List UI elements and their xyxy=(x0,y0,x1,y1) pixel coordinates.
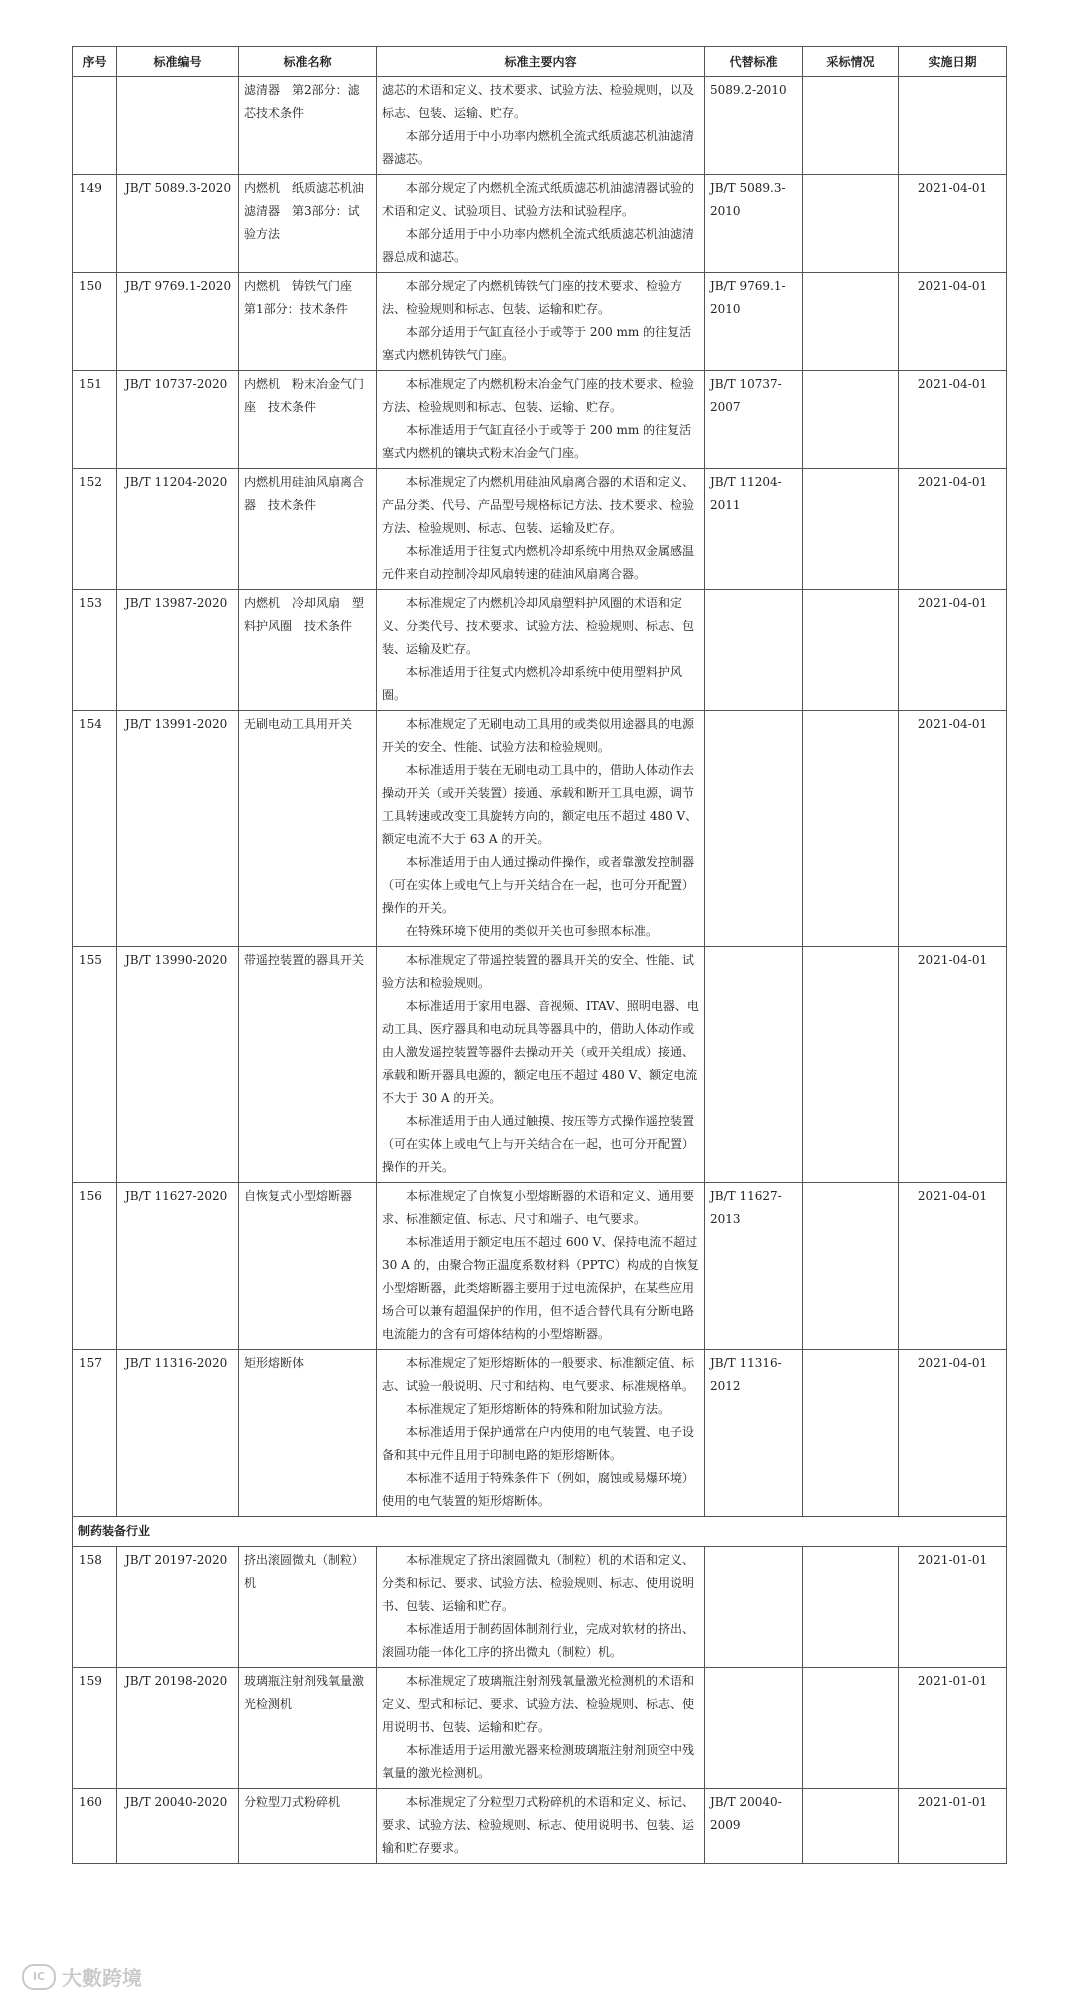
cell-no: 158 xyxy=(73,1547,117,1668)
cell-replaces xyxy=(705,590,803,711)
watermark-text: 大數跨境 xyxy=(62,1966,142,1990)
cell-content xyxy=(377,371,705,469)
header-date: 实施日期 xyxy=(899,47,1007,77)
section-row xyxy=(73,1517,1007,1547)
cell-content xyxy=(377,1183,705,1350)
cell-date: 2021-01-01 xyxy=(899,1547,1007,1668)
content-paragraph: 本标准适用于由人通过操动件操作，或者靠激发控制器（可在实体上或电气上与开关结合在一起，也可分开配置）操作的开关。 xyxy=(382,855,695,915)
content-paragraph: 本标准规定了自恢复小型熔断器的术语和定义、通用要求、标准额定值、标志、尺寸和端子、电气要求。 xyxy=(382,1189,695,1226)
cell-name: 内燃机用硅油风扇离合器 技术条件 xyxy=(239,469,377,590)
cell-name: 矩形熔断体 xyxy=(239,1350,377,1517)
cell-code: JB/T 11627-2020 xyxy=(117,1183,239,1350)
content-paragraph: 本标准规定了玻璃瓶注射剂残氧量激光检测机的术语和定义、型式和标记、要求、试验方法、检验规则、标志、使用说明书、包装、运输和贮存。 xyxy=(382,1674,695,1734)
cell-replaces: JB/T 10737-2007 xyxy=(705,371,803,469)
table-row xyxy=(73,1183,1007,1350)
table-row xyxy=(73,1350,1007,1517)
cell-adoption xyxy=(803,175,899,273)
cell-name: 分粒型刀式粉碎机 xyxy=(239,1789,377,1864)
cell-no: 149 xyxy=(73,175,117,273)
cell-no: 155 xyxy=(73,947,117,1183)
cell-date: 2021-04-01 xyxy=(899,371,1007,469)
table-row xyxy=(73,273,1007,371)
cell-replaces: JB/T 11316-2012 xyxy=(705,1350,803,1517)
content-paragraph: 本部分适用于中小功率内燃机全流式纸质滤芯机油滤清器总成和滤芯。 xyxy=(382,227,695,264)
cell-no: 156 xyxy=(73,1183,117,1350)
cell-name: 带遥控装置的器具开关 xyxy=(239,947,377,1183)
cell-content xyxy=(377,1668,705,1789)
cell-code: JB/T 10737-2020 xyxy=(117,371,239,469)
content-paragraph: 本标准规定了内燃机粉末冶金气门座的技术要求、检验方法、检验规则和标志、包装、运输、贮存。 xyxy=(382,377,695,414)
cell-code: JB/T 11204-2020 xyxy=(117,469,239,590)
cell-name: 滤清器 第2部分：滤芯技术条件 xyxy=(239,77,377,175)
cell-name: 无刷电动工具用开关 xyxy=(239,711,377,947)
section-title: 制药装备行业 xyxy=(73,1517,1007,1547)
cell-date: 2021-01-01 xyxy=(899,1668,1007,1789)
cell-date: 2021-04-01 xyxy=(899,1350,1007,1517)
header-no: 序号 xyxy=(73,47,117,77)
cell-adoption xyxy=(803,371,899,469)
cell-adoption xyxy=(803,77,899,175)
cell-code: JB/T 13991-2020 xyxy=(117,711,239,947)
header-name: 标准名称 xyxy=(239,47,377,77)
content-paragraph: 本标准规定了分粒型刀式粉碎机的术语和定义、标记、要求、试验方法、检验规则、标志、使用说明书、包装、运输和贮存要求。 xyxy=(382,1795,695,1855)
table-body xyxy=(73,77,1007,1864)
cell-no: 151 xyxy=(73,371,117,469)
content-paragraph: 本标准适用于往复式内燃机冷却系统中使用塑料护风圈。 xyxy=(382,665,683,702)
cell-name: 玻璃瓶注射剂残氧量激光检测机 xyxy=(239,1668,377,1789)
cell-content xyxy=(377,1350,705,1517)
cell-content xyxy=(377,469,705,590)
cell-adoption xyxy=(803,469,899,590)
standards-table-page xyxy=(72,46,1006,1864)
cell-code: JB/T 13987-2020 xyxy=(117,590,239,711)
table-row xyxy=(73,77,1007,175)
content-paragraph: 本部分规定了内燃机全流式纸质滤芯机油滤清器试验的术语和定义、试验项目、试验方法和试验程序。 xyxy=(382,181,695,218)
table-row xyxy=(73,1547,1007,1668)
cell-replaces: JB/T 11627-2013 xyxy=(705,1183,803,1350)
content-paragraph: 本标准适用于保护通常在户内使用的电气装置、电子设备和其中元件且用于印制电路的矩形熔断体。 xyxy=(382,1425,695,1462)
cell-no xyxy=(73,77,117,175)
cell-date: 2021-04-01 xyxy=(899,1183,1007,1350)
cell-date xyxy=(899,77,1007,175)
cell-replaces: JB/T 20040-2009 xyxy=(705,1789,803,1864)
table-row xyxy=(73,947,1007,1183)
table-header-row xyxy=(73,47,1007,77)
cell-code: JB/T 11316-2020 xyxy=(117,1350,239,1517)
cell-content xyxy=(377,77,705,175)
cell-code xyxy=(117,77,239,175)
cell-replaces: JB/T 9769.1-2010 xyxy=(705,273,803,371)
cell-replaces: JB/T 11204-2011 xyxy=(705,469,803,590)
cell-content xyxy=(377,711,705,947)
cell-adoption xyxy=(803,1183,899,1350)
cell-no: 150 xyxy=(73,273,117,371)
content-paragraph: 本标准适用于装在无刷电动工具中的，借助人体动作去操动开关（或开关装置）接通、承载和断开工具电源，调节工具转速或改变工具旋转方向的，额定电压不超过 480 V、额定电流不大于 63 A 的开关。 xyxy=(382,763,698,846)
content-paragraph: 本标准适用于气缸直径小于或等于 200 mm 的往复活塞式内燃机的镶块式粉末冶金气门座。 xyxy=(382,423,692,460)
content-paragraph: 本标准规定了内燃机冷却风扇塑料护风圈的术语和定义、分类代号、技术要求、试验方法、检验规则、标志、包装、运输及贮存。 xyxy=(382,596,695,656)
cell-replaces: JB/T 5089.3-2010 xyxy=(705,175,803,273)
cell-date: 2021-04-01 xyxy=(899,711,1007,947)
cell-content xyxy=(377,1789,705,1864)
content-paragraph: 本标准规定了带遥控装置的器具开关的安全、性能、试验方法和检验规则。 xyxy=(382,953,695,990)
cell-name: 挤出滚圆微丸（制粒）机 xyxy=(239,1547,377,1668)
cell-code: JB/T 13990-2020 xyxy=(117,947,239,1183)
cell-adoption xyxy=(803,590,899,711)
cell-code: JB/T 9769.1-2020 xyxy=(117,273,239,371)
content-paragraph: 本标准适用于额定电压不超过 600 V、保持电流不超过 30 A 的，由聚合物正温度系数材料（PPTC）构成的自恢复小型熔断器，此类熔断器主要用于过电流保护，在某些应用场合可以兼有超温保护的作用，但不适合替代具有分断电路电流能力的含有可熔体结构的小型熔断器。 xyxy=(382,1235,699,1341)
table-row xyxy=(73,1668,1007,1789)
content-paragraph: 本部分规定了内燃机铸铁气门座的技术要求、检验方法、检验规则和标志、包装、运输和贮存。 xyxy=(382,279,683,316)
cell-replaces: 5089.2-2010 xyxy=(705,77,803,175)
cell-replaces xyxy=(705,711,803,947)
cell-adoption xyxy=(803,1789,899,1864)
cell-code: JB/T 20197-2020 xyxy=(117,1547,239,1668)
cell-content xyxy=(377,590,705,711)
header-adoption: 采标情况 xyxy=(803,47,899,77)
cell-content xyxy=(377,947,705,1183)
cell-content xyxy=(377,175,705,273)
cell-no: 157 xyxy=(73,1350,117,1517)
cell-name: 内燃机 纸质滤芯机油滤清器 第3部分：试验方法 xyxy=(239,175,377,273)
cell-replaces xyxy=(705,947,803,1183)
table-row xyxy=(73,1789,1007,1864)
table-row xyxy=(73,469,1007,590)
cell-adoption xyxy=(803,1547,899,1668)
content-paragraph: 本标准不适用于特殊条件下（例如，腐蚀或易爆环境）使用的电气装置的矩形熔断体。 xyxy=(382,1471,695,1508)
cell-no: 160 xyxy=(73,1789,117,1864)
table-row xyxy=(73,590,1007,711)
header-code: 标准编号 xyxy=(117,47,239,77)
table-row xyxy=(73,711,1007,947)
content-paragraph: 本标准适用于运用激光器来检测玻璃瓶注射剂顶空中残氧量的激光检测机。 xyxy=(382,1743,695,1780)
cell-date: 2021-04-01 xyxy=(899,273,1007,371)
cell-no: 159 xyxy=(73,1668,117,1789)
cell-code: JB/T 20198-2020 xyxy=(117,1668,239,1789)
content-paragraph: 本标准规定了矩形熔断体的特殊和附加试验方法。 xyxy=(406,1402,671,1416)
cell-date: 2021-04-01 xyxy=(899,469,1007,590)
content-paragraph: 本标准适用于由人通过触摸、按压等方式操作遥控装置（可在实体上或电气上与开关结合在一起，也可分开配置）操作的开关。 xyxy=(382,1114,695,1174)
content-paragraph: 滤芯的术语和定义、技术要求、试验方法、检验规则，以及标志、包装、运输、贮存。 xyxy=(382,83,695,120)
content-paragraph: 本标准规定了无刷电动工具用的或类似用途器具的电源开关的安全、性能、试验方法和检验规则。 xyxy=(382,717,695,754)
cell-adoption xyxy=(803,273,899,371)
cell-adoption xyxy=(803,711,899,947)
cell-name: 内燃机 铸铁气门座 第1部分：技术条件 xyxy=(239,273,377,371)
cell-no: 154 xyxy=(73,711,117,947)
table-row xyxy=(73,175,1007,273)
content-paragraph: 本标准规定了内燃机用硅油风扇离合器的术语和定义、产品分类、代号、产品型号规格标记方法、技术要求、检验方法、检验规则、标志、包装、运输及贮存。 xyxy=(382,475,695,535)
cell-replaces xyxy=(705,1668,803,1789)
content-paragraph: 本部分适用于气缸直径小于或等于 200 mm 的往复活塞式内燃机铸铁气门座。 xyxy=(382,325,692,362)
content-paragraph: 本标准适用于家用电器、音视频、ITAV、照明电器、电动工具、医疗器具和电动玩具等器具中的，借助人体动作或由人激发遥控装置等器件去操动开关（或开关组成）接通、承载和断开器具电源的，额定电压不超过 480 V、额定电流不大于 30 A 的开关。 xyxy=(382,999,699,1105)
cell-no: 152 xyxy=(73,469,117,590)
cell-code: JB/T 5089.3-2020 xyxy=(117,175,239,273)
header-content: 标准主要内容 xyxy=(377,47,705,77)
content-paragraph: 本标准适用于往复式内燃机冷却系统中用热双金属感温元件来自动控制冷却风扇转速的硅油风扇离合器。 xyxy=(382,544,695,581)
cell-name: 内燃机 冷却风扇 塑料护风圈 技术条件 xyxy=(239,590,377,711)
cell-name: 自恢复式小型熔断器 xyxy=(239,1183,377,1350)
cell-content xyxy=(377,1547,705,1668)
cell-code: JB/T 20040-2020 xyxy=(117,1789,239,1864)
standards-table xyxy=(72,46,1007,1864)
cell-adoption xyxy=(803,947,899,1183)
content-paragraph: 本标准规定了矩形熔断体的一般要求、标准额定值、标志、试验一般说明、尺寸和结构、电气要求、标准规格单。 xyxy=(382,1356,695,1393)
cell-adoption xyxy=(803,1350,899,1517)
cell-date: 2021-04-01 xyxy=(899,590,1007,711)
content-paragraph: 本部分适用于中小功率内燃机全流式纸质滤芯机油滤清器滤芯。 xyxy=(382,129,695,166)
cell-replaces xyxy=(705,1547,803,1668)
table-row xyxy=(73,371,1007,469)
cell-no: 153 xyxy=(73,590,117,711)
content-paragraph: 本标准适用于制药固体制剂行业，完成对软材的挤出、滚圆功能一体化工序的挤出微丸（制粒）机。 xyxy=(382,1622,695,1659)
header-replaces: 代替标准 xyxy=(705,47,803,77)
cell-content xyxy=(377,273,705,371)
cell-date: 2021-04-01 xyxy=(899,947,1007,1183)
watermark-mark: IC xyxy=(22,1964,56,1990)
cell-adoption xyxy=(803,1668,899,1789)
content-paragraph: 在特殊环境下使用的类似开关也可参照本标准。 xyxy=(406,924,659,938)
content-paragraph: 本标准规定了挤出滚圆微丸（制粒）机的术语和定义、分类和标记、要求、试验方法、检验规则、标志、使用说明书、包装、运输和贮存。 xyxy=(382,1553,695,1613)
cell-date: 2021-01-01 xyxy=(899,1789,1007,1864)
watermark-logo xyxy=(22,1962,142,1991)
cell-name: 内燃机 粉末冶金气门座 技术条件 xyxy=(239,371,377,469)
cell-date: 2021-04-01 xyxy=(899,175,1007,273)
